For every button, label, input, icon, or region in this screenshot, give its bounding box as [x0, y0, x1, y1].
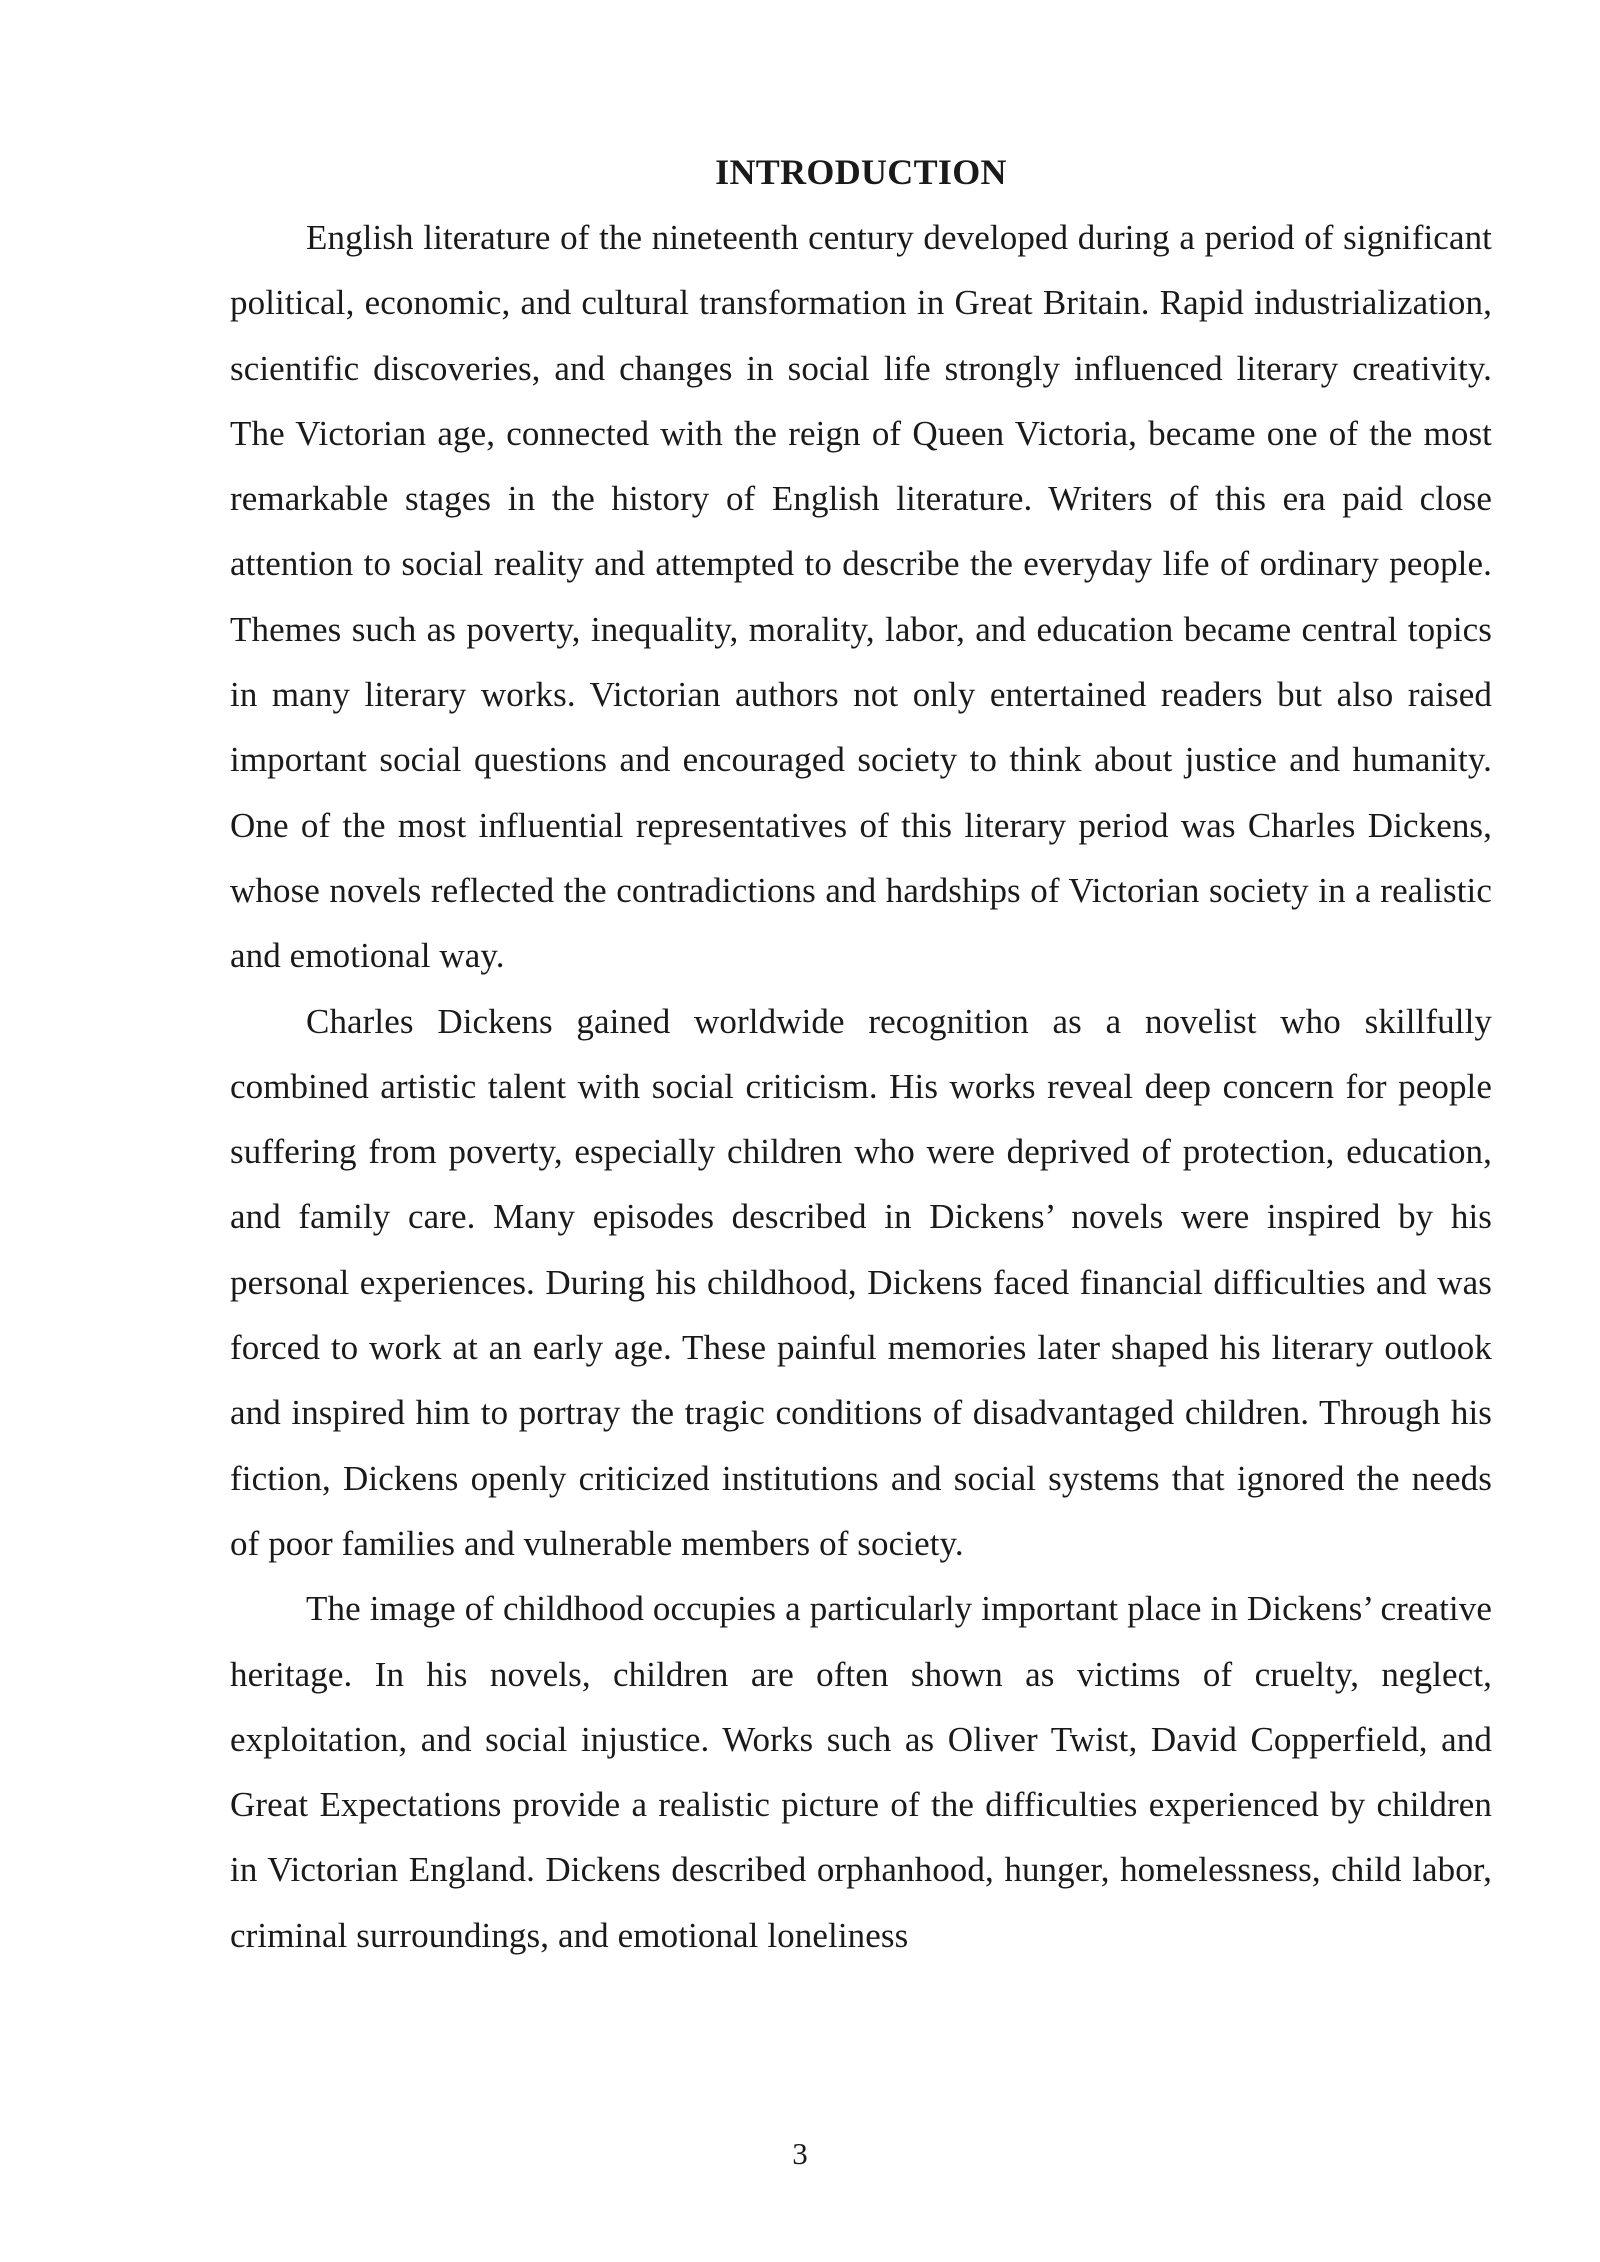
document-page — [230, 140, 1492, 1968]
paragraph-2: Charles Dickens gained worldwide recognition as a novelist who skillfully combined artistic talent with social criticism. His works reveal deep concern for people suffering from poverty, especially children who were deprived of protection, education, and family care. Many episodes described in Dickens’ novels were inspired by his personal experiences. During his childhood, Dickens faced financial difficulties and was forced to work at an early age. These painful memories later shaped his literary outlook and inspired him to portray the tragic conditions of disadvantaged children. Through his fiction, Dickens openly criticized institutions and social systems that ignored the needs of poor families and vulnerable members of society. — [230, 1001, 1492, 1563]
page-number: 3 — [792, 2136, 808, 2171]
section-title: INTRODUCTION — [715, 152, 1007, 192]
paragraph-1: English literature of the nineteenth century developed during a period of significant political, economic, and cultural transformation in Great Britain. Rapid industrialization, scientific discoveries, and changes in social life strongly influenced literary creativity. The Victorian age, connected with the reign of Queen Victoria, became one of the most remarkable stages in the history of English literature. Writers of this era paid close attention to social reality and attempted to describe the everyday life of ordinary people. Themes such as poverty, inequality, morality, labor, and education became central topics in many literary works. Victorian authors not only entertained readers but also raised important social questions and encouraged society to think about justice and humanity. One of the most influential representatives of this literary period was Charles Dickens, whose novels reflected the contradictions and hardships of Victorian society in a realistic and emotional way. — [230, 218, 1492, 976]
paragraph-3: The image of childhood occupies a particularly important place in Dickens’ creative heritage. In his novels, children are often shown as victims of cruelty, neglect, exploitation, and social injustice. Works such as Oliver Twist, David Copperfield, and Great Expectations provide a realistic picture of the difficulties experienced by children in Victorian England. Dickens described orphanhood, hunger, homelessness, child labor, criminal surroundings, and emotional loneliness — [230, 1589, 1492, 1955]
